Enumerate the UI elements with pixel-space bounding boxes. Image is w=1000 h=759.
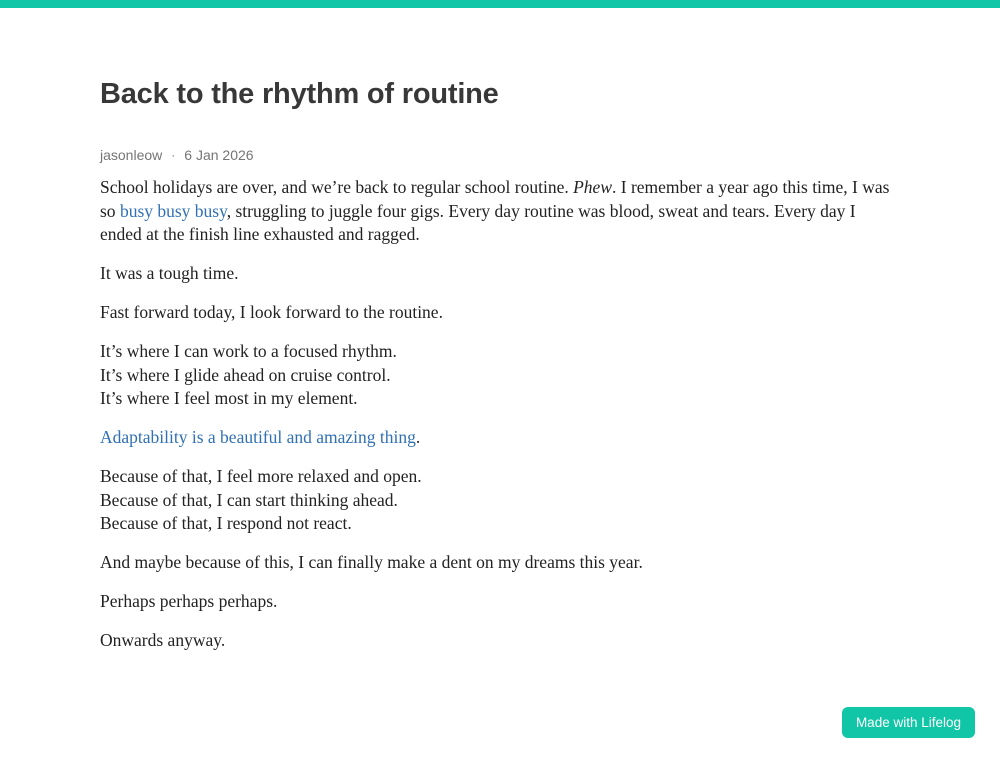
body-text: , struggling to juggle four gigs. Every day routine was blood, sweat and tears. Every day I ended at the finish line exhausted and ragged.: [100, 200, 856, 245]
body-text: Onwards anyway.: [100, 630, 226, 651]
paragraph: [100, 465, 900, 536]
paragraph: [100, 629, 900, 653]
post-date: 6 Jan 2026: [184, 147, 254, 164]
post-container: [100, 0, 900, 653]
body-text: School holidays are over, and we’re back to regular school routine.: [100, 177, 574, 198]
byline-separator: ·: [171, 148, 176, 163]
body-text: It’s where I glide ahead on cruise control.: [100, 364, 391, 385]
body-text: Because of that, I feel more relaxed and open.: [100, 466, 422, 487]
made-with-lifelog-badge[interactable]: Made with Lifelog: [842, 707, 975, 739]
inline-link[interactable]: busy busy busy: [119, 200, 227, 221]
body-text: Perhaps perhaps perhaps.: [100, 591, 278, 612]
body-text: It’s where I feel most in my element.: [100, 388, 358, 409]
body-text: Fast forward today, I look forward to the routine.: [100, 302, 443, 323]
body-text: Because of that, I can start thinking ahead.: [100, 489, 398, 510]
paragraph: [100, 262, 900, 286]
body-text: It was a tough time.: [100, 263, 239, 284]
paragraph: [100, 590, 900, 614]
paragraph: [100, 551, 900, 575]
body-text: Because of that, I respond not react.: [100, 513, 352, 534]
body-text: .: [415, 427, 421, 448]
paragraph: [100, 340, 900, 411]
body-text: And maybe because of this, I can finally make a dent on my dreams this year.: [100, 552, 643, 573]
post-body: [100, 176, 900, 653]
paragraph: [100, 426, 900, 450]
top-accent-bar: [0, 0, 1000, 8]
paragraph: [100, 176, 900, 247]
emphasized-text: Phew: [573, 177, 612, 198]
paragraph: [100, 301, 900, 325]
body-text: . I remember a year ago this time, I was so: [100, 177, 890, 221]
author-name[interactable]: jasonleow: [100, 147, 163, 164]
inline-link[interactable]: Adaptability is a beautiful and amazing thing: [100, 427, 416, 448]
page-title: Back to the rhythm of routine: [100, 78, 499, 110]
byline: [100, 147, 900, 163]
body-text: It’s where I can work to a focused rhythm.: [100, 341, 397, 362]
